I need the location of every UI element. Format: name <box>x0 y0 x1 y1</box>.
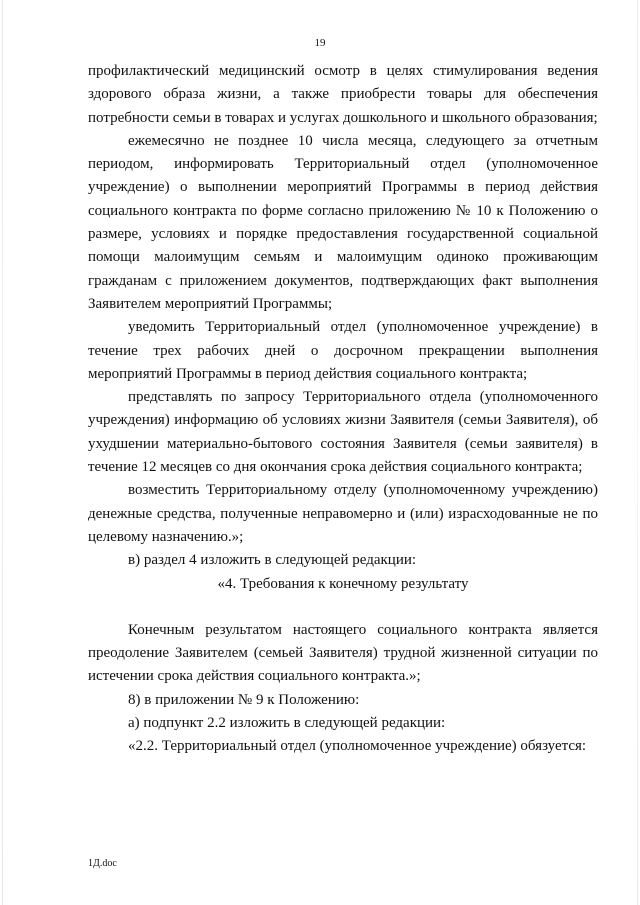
paragraph-appendix-9: 8) в приложении № 9 к Положению: <box>128 691 360 708</box>
paragraph-provide-info: представлять по запросу Территориального отдела (уполномоченного учреждения) информацию об условиях жизни Заявителя (семьи Заявителя), об ухудшении материально-бытового состояния Заявителя (семьи заявителя) в течение 12 месяцев со дня окончания срока действия социального контракта; <box>88 389 598 476</box>
paragraph-section-4-amend: в) раздел 4 изложить в следующей редакции: <box>128 552 417 569</box>
paragraph-reimburse: возместить Территориальному отделу (уполномоченному учреждению) денежные средства, полученные неправомерно и (или) израсходованные не по целевому назначению.»; <box>88 482 598 545</box>
paragraph-final-result: Конечным результатом настоящего социального контракта является преодоление Заявителем (семьей Заявителя) трудной жизненной ситуации по истечении срока действия социального контракта.»; <box>88 621 598 685</box>
footer-filename: 1Д.doc <box>88 858 117 869</box>
paragraph-subpoint-2-2: а) подпункт 2.2 изложить в следующей редакции: <box>128 715 446 732</box>
blank-line <box>88 596 598 619</box>
document-body <box>88 60 598 759</box>
paragraph-notify: уведомить Территориальный отдел (уполномоченное учреждение) в течение трех рабочих дней о досрочном прекращении выполнения мероприятий Программы в период действия социального контракта; <box>88 319 598 382</box>
section-4-heading: «4. Требования к конечному результату <box>217 575 469 592</box>
paragraph-2-2-text: «2.2. Территориальный отдел (уполномоченное учреждение) обязуется: <box>128 738 587 755</box>
page-number: 19 <box>314 37 326 49</box>
paragraph-continuation: профилактический медицинский осмотр в целях стимулирования ведения здорового образа жизни, а также приобрести товары для обеспечения потребности семьи в товарах и услугах дошкольного и школьного образования; <box>88 63 598 126</box>
scan-edge-left <box>2 0 3 905</box>
scan-edge-right <box>637 0 638 905</box>
paragraph-inform-monthly: ежемесячно не позднее 10 числа месяца, следующего за отчетным периодом, информировать Территориальный отдел (уполномоченное учреждение) о выполнении мероприятий Программы в период действия социального контракта по форме согласно приложению № 10 к Положению о размере, условиях и порядке предоставления государственной социальной помощи малоимущим семьям и малоимущим одиноко проживающим гражданам с приложением документов, подтверждающих факт выполнения Заявителем мероприятий Программы; <box>88 132 598 312</box>
